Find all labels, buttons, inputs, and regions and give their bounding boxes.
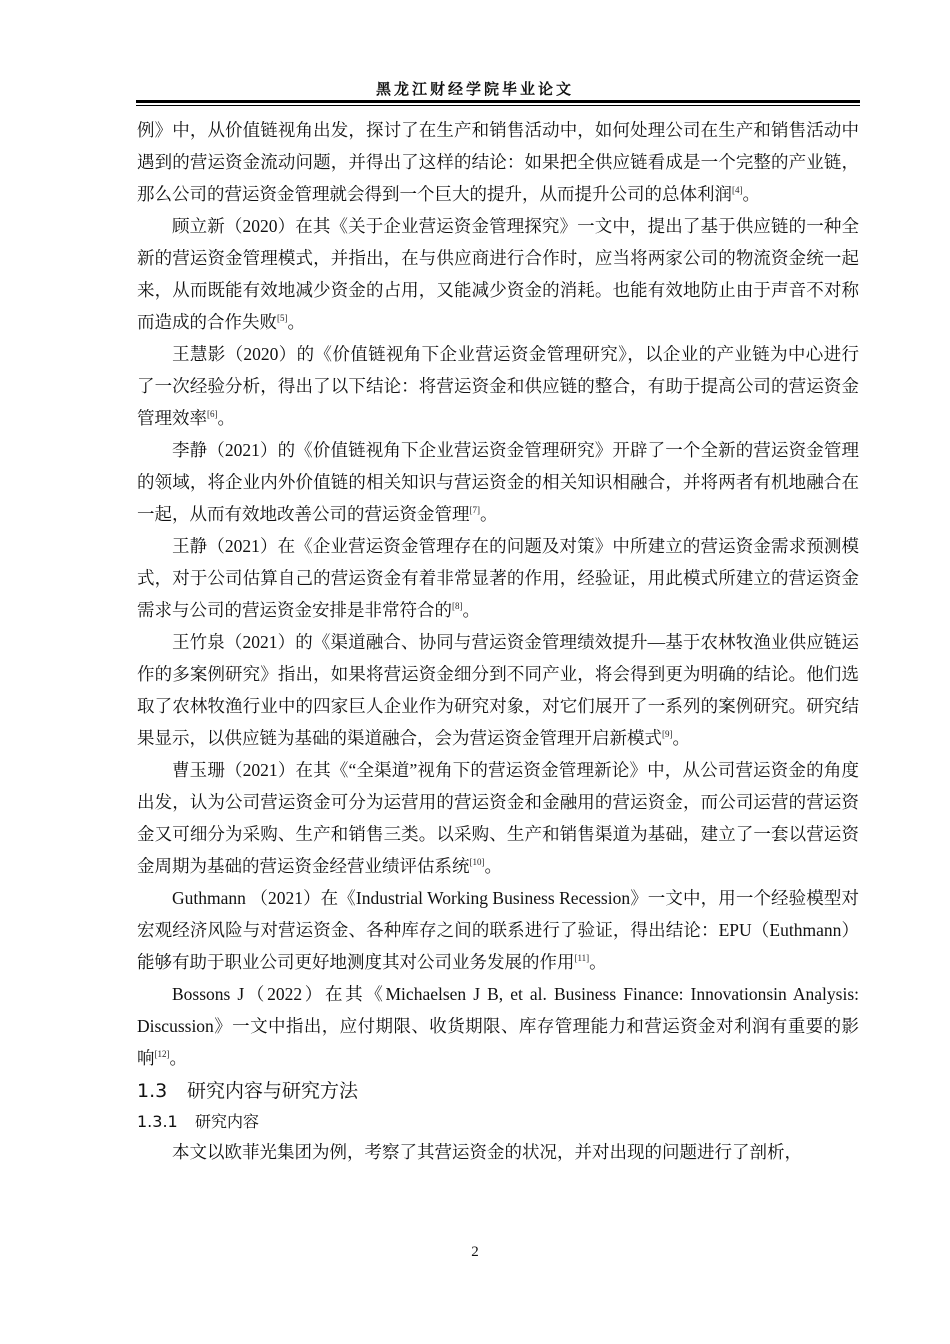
paragraph-text: 王慧影（2020）的《价值链视角下企业营运资金管理研究》，以企业的产业链为中心进行了一次经验分析，得出了以下结论：将营运资金和供应链的整合，有助于提高公司的营运资金管理效率 (137, 344, 859, 428)
citation: [8] (452, 601, 463, 611)
paragraph-end: 。 (217, 408, 235, 428)
header-rule-thin (136, 105, 860, 106)
paragraph (137, 530, 859, 626)
paragraph (137, 338, 859, 434)
citation: [10] (469, 857, 485, 867)
paragraph (137, 434, 859, 530)
paragraph (137, 882, 859, 978)
paragraph-text: 王竹泉（2021）的《渠道融合、协同与营运资金管理绩效提升—基于农林牧渔业供应链运作的多案例研究》指出，如果将营运资金细分到不同产业，将会得到更为明确的结论。他们选取了农林牧渔行业中的四家巨人企业作为研究对象，对它们展开了一系列的案例研究。研究结果显示，以供应链为基础的渠道融合，会为营运资金管理开启新模式 (137, 632, 859, 748)
section-number: 1.3 (137, 1080, 168, 1102)
citation: [6] (207, 409, 218, 419)
body-text (137, 114, 859, 1168)
header-title: 黑龙江财经学院毕业论文 (375, 80, 574, 98)
paragraph-end: 。 (742, 184, 760, 204)
subsection-heading (137, 1108, 859, 1136)
paragraph-text: 本文以欧菲光集团为例，考察了其营运资金的状况，并对出现的问题进行了剖析， (172, 1142, 802, 1162)
subsection-title: 研究内容 (195, 1112, 260, 1131)
paragraph (137, 978, 859, 1074)
paragraph (137, 626, 859, 754)
paragraph-text: Guthmann （2021）在《Industrial Working Business Recession》一文中，用一个经验模型对宏观经济风险与对营运资金、各种库存之间的联系进行了验证，得出结论：EPU（Euthmann）能够有助于职业公司更好地测度其对公司业务发展的作用 (137, 888, 859, 972)
paragraph-text: 例》中，从价值链视角出发，探讨了在生产和销售活动中，如何处理公司在生产和销售活动中遇到的营运资金流动问题，并得出了这样的结论：如果把全供应链看成是一个完整的产业链，那么公司的营运资金管理就会得到一个巨大的提升，从而提升公司的总体利润 (137, 120, 859, 204)
section-title: 研究内容与研究方法 (187, 1080, 359, 1102)
paragraph-text: 顾立新（2020）在其《关于企业营运资金管理探究》一文中，提出了基于供应链的一种全新的营运资金管理模式，并指出，在与供应商进行合作时，应当将两家公司的物流资金统一起来，从而既能有效地减少资金的占用，又能减少资金的消耗。也能有效地防止由于声音不对称而造成的合作失败 (137, 216, 859, 332)
subsection-number: 1.3.1 (137, 1112, 178, 1131)
paragraph (137, 114, 859, 210)
paragraph-text: Bossons J（2022）在其《Michaelsen J B, et al. Business Finance: Innovationsin Analysis: Discussion》一文中指出，应付期限、收货期限、库存管理能力和营运资金对利润有重要的影响 (137, 984, 859, 1068)
section-heading (137, 1074, 859, 1108)
citation: [9] (662, 729, 673, 739)
paragraph-end: 。 (480, 504, 498, 524)
paragraph-text: 王静（2021）在《企业营运资金管理存在的问题及对策》中所建立的营运资金需求预测模式，对于公司估算自己的营运资金有着非常显著的作用，经验证，用此模式所建立的营运资金需求与公司的营运资金安排是非常符合的 (137, 536, 859, 620)
page-number: 2 (471, 1244, 479, 1260)
paragraph-end: 。 (169, 1048, 187, 1068)
paragraph-end: 。 (287, 312, 305, 332)
paragraph (137, 754, 859, 882)
citation: [4] (732, 185, 743, 195)
paragraph-text: 曹玉珊（2021）在其《“全渠道”视角下的营运资金管理新论》中，从公司营运资金的角度出发，认为公司营运资金可分为运营用的营运资金和金融用的营运资金，而公司运营的营运资金又可细分为采购、生产和销售三类。以采购、生产和销售渠道为基础，建立了一套以营运资金周期为基础的营运资金经营业绩评估系统 (137, 760, 859, 876)
paragraph-text: 李静（2021）的《价值链视角下企业营运资金管理研究》开辟了一个全新的营运资金管理的领域，将企业内外价值链的相关知识与营运资金的相关知识相融合，并将两者有机地融合在一起，从而有效地改善公司的营运资金管理 (137, 440, 859, 524)
paragraph (137, 1136, 859, 1168)
paragraph (137, 210, 859, 338)
paragraph-end: 。 (672, 728, 690, 748)
paragraph-end: 。 (462, 600, 480, 620)
citation: [12] (154, 1049, 170, 1059)
citation: [5] (277, 313, 288, 323)
paragraph-end: 。 (484, 856, 502, 876)
citation: [11] (574, 953, 590, 963)
paragraph-end: 。 (589, 952, 607, 972)
citation: [7] (469, 505, 480, 515)
header-rule-thick (136, 100, 860, 103)
